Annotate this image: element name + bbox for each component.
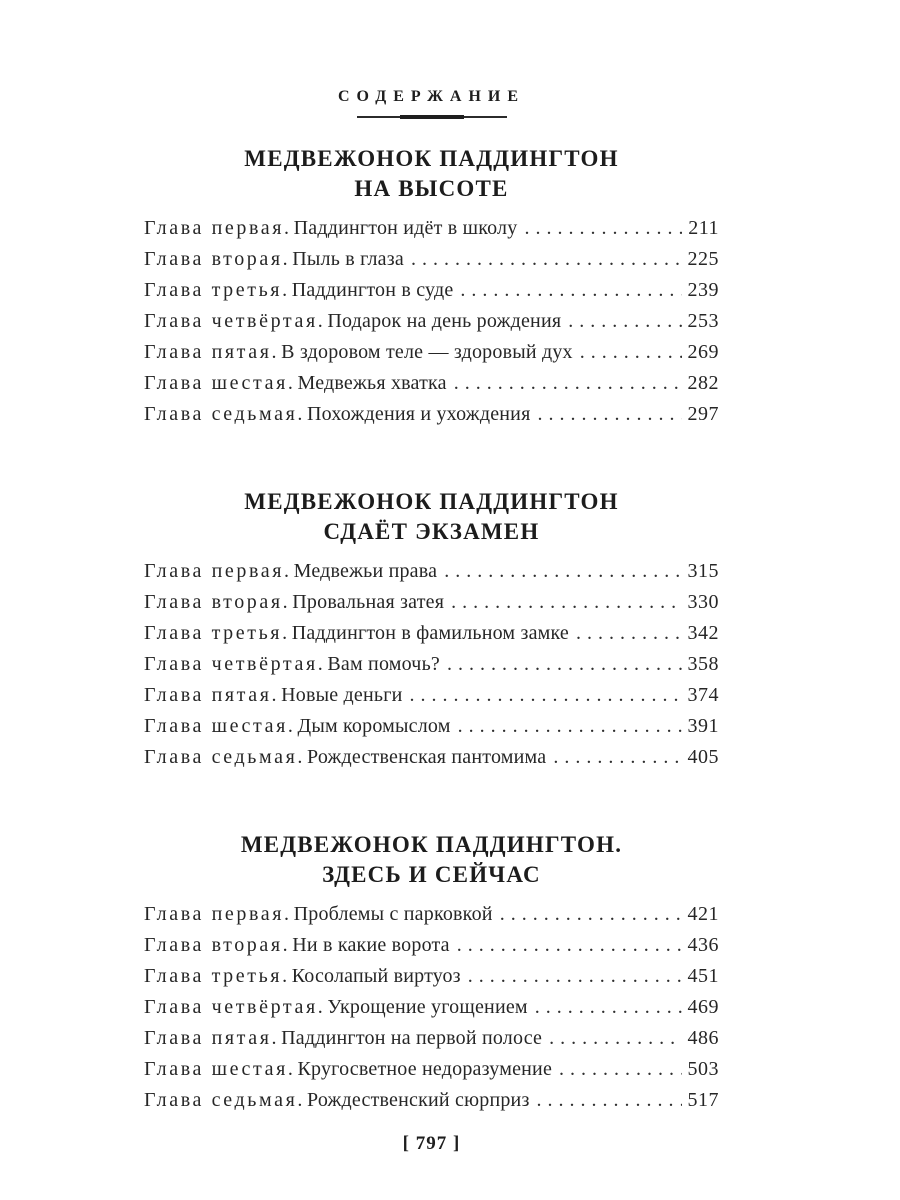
toc-section xyxy=(144,144,719,430)
toc-entry-row xyxy=(144,680,719,711)
toc-entry-row xyxy=(144,961,719,992)
entry-chapter-title: Паддингтон в фамильном замке xyxy=(291,622,570,644)
entry-page-number: 451 xyxy=(687,965,719,987)
dot-leader xyxy=(553,742,681,773)
entry-chapter-label: Глава седьмая. xyxy=(144,1089,305,1111)
entry-chapter-title: Паддингтон в суде xyxy=(291,279,454,301)
toc-entry-row xyxy=(144,1023,719,1054)
dot-leader xyxy=(468,961,682,992)
entry-chapter-label: Глава четвёртая. xyxy=(144,653,326,675)
page-number-folio: [ 797 ] xyxy=(402,1133,461,1154)
entry-chapter-title: Медвежья хватка xyxy=(297,372,447,394)
entry-page-number: 239 xyxy=(687,279,719,301)
dot-leader xyxy=(447,649,682,680)
dot-leader xyxy=(410,680,682,711)
toc-entry-row xyxy=(144,711,719,742)
entry-chapter-title: Паддингтон идёт в школу xyxy=(293,217,518,239)
toc-entry-row xyxy=(144,618,719,649)
toc-section xyxy=(144,487,719,773)
entries-list xyxy=(144,213,719,430)
dot-leader xyxy=(451,587,681,618)
dot-leader xyxy=(537,1085,682,1116)
toc-entry-row xyxy=(144,1054,719,1085)
toc-entry-row xyxy=(144,1085,719,1116)
entry-chapter-title: Рождественская пантомима xyxy=(307,746,547,768)
entry-page-number: 269 xyxy=(687,341,719,363)
section-title xyxy=(144,144,719,204)
entry-page-number: 374 xyxy=(687,684,719,706)
dot-leader xyxy=(460,275,681,306)
entry-chapter-title: Укрощение угощением xyxy=(327,996,528,1018)
dot-leader xyxy=(549,1023,681,1054)
toc-entry-row xyxy=(144,244,719,275)
entry-chapter-label: Глава вторая. xyxy=(144,934,291,956)
dot-leader xyxy=(444,556,681,587)
entry-chapter-title: Дым коромыслом xyxy=(297,715,451,737)
toc-entry-row xyxy=(144,275,719,306)
dot-leader xyxy=(576,618,681,649)
dot-leader xyxy=(457,930,682,961)
toc-entry-row xyxy=(144,306,719,337)
toc-entry-row xyxy=(144,742,719,773)
dot-leader xyxy=(411,244,682,275)
entry-chapter-label: Глава третья. xyxy=(144,965,290,987)
entry-chapter-title: Косолапый виртуоз xyxy=(291,965,461,987)
entry-page-number: 421 xyxy=(687,903,719,925)
entry-chapter-label: Глава пятая. xyxy=(144,341,280,363)
toc-entry-row xyxy=(144,368,719,399)
dot-leader xyxy=(535,992,682,1023)
entry-chapter-title: Проблемы с парковкой xyxy=(293,903,493,925)
entry-page-number: 253 xyxy=(687,310,719,332)
entry-chapter-title: Кругосветное недоразумение xyxy=(297,1058,553,1080)
entry-chapter-label: Глава первая. xyxy=(144,217,292,239)
section-title-line: МЕДВЕЖОНОК ПАДДИНГТОН. xyxy=(240,832,623,857)
entries-list xyxy=(144,556,719,773)
section-title-line: СДАЁТ ЭКЗАМЕН xyxy=(323,519,540,544)
dot-leader xyxy=(559,1054,681,1085)
entry-chapter-title: Пыль в глаза xyxy=(292,248,404,270)
toc-entry-row xyxy=(144,556,719,587)
toc-entry-row xyxy=(144,899,719,930)
entry-page-number: 503 xyxy=(687,1058,719,1080)
entry-chapter-label: Глава третья. xyxy=(144,622,290,644)
entry-page-number: 297 xyxy=(687,403,719,425)
entry-chapter-label: Глава шестая. xyxy=(144,715,296,737)
entry-page-number: 330 xyxy=(687,591,719,613)
section-title-line: МЕДВЕЖОНОК ПАДДИНГТОН xyxy=(244,489,619,514)
entry-chapter-label: Глава пятая. xyxy=(144,1027,280,1049)
dot-leader xyxy=(500,899,682,930)
section-title-line: НА ВЫСОТЕ xyxy=(354,176,509,201)
entry-chapter-label: Глава третья. xyxy=(144,279,290,301)
entry-chapter-title: Ни в какие ворота xyxy=(292,934,450,956)
sections-container xyxy=(144,144,719,1116)
dot-leader xyxy=(458,711,682,742)
entry-chapter-title: Похождения и ухождения xyxy=(307,403,531,425)
entry-chapter-title: Провальная затея xyxy=(292,591,445,613)
toc-entry-row xyxy=(144,930,719,961)
dot-leader xyxy=(580,337,682,368)
toc-entry-row xyxy=(144,399,719,430)
toc-content xyxy=(144,0,719,1155)
entry-chapter-title: Подарок на день рождения xyxy=(327,310,562,332)
entry-page-number: 405 xyxy=(687,746,719,768)
entry-chapter-title: Паддингтон на первой полосе xyxy=(281,1027,543,1049)
entry-chapter-label: Глава шестая. xyxy=(144,1058,296,1080)
toc-entry-row xyxy=(144,587,719,618)
entry-chapter-label: Глава вторая. xyxy=(144,248,291,270)
entry-chapter-label: Глава шестая. xyxy=(144,372,296,394)
entry-page-number: 358 xyxy=(687,653,719,675)
entry-chapter-label: Глава первая. xyxy=(144,903,292,925)
entry-chapter-title: Вам помочь? xyxy=(327,653,440,675)
entry-page-number: 211 xyxy=(688,217,719,239)
dot-leader xyxy=(524,213,682,244)
toc-entry-row xyxy=(144,213,719,244)
entries-list xyxy=(144,899,719,1116)
entry-chapter-label: Глава первая. xyxy=(144,560,292,582)
entry-page-number: 225 xyxy=(687,248,719,270)
entry-chapter-label: Глава пятая. xyxy=(144,684,280,706)
entry-chapter-label: Глава четвёртая. xyxy=(144,996,326,1018)
entry-chapter-title: В здоровом теле — здоровый дух xyxy=(281,341,573,363)
toc-entry-row xyxy=(144,992,719,1023)
entry-page-number: 469 xyxy=(687,996,719,1018)
section-title-line: МЕДВЕЖОНОК ПАДДИНГТОН xyxy=(244,146,619,171)
entry-chapter-label: Глава седьмая. xyxy=(144,403,305,425)
entry-page-number: 315 xyxy=(687,560,719,582)
decorative-rule xyxy=(357,115,507,119)
entry-chapter-label: Глава седьмая. xyxy=(144,746,305,768)
entry-page-number: 282 xyxy=(687,372,719,394)
entry-page-number: 391 xyxy=(687,715,719,737)
entry-page-number: 517 xyxy=(687,1089,719,1111)
entry-chapter-title: Медвежьи права xyxy=(293,560,438,582)
toc-entry-row xyxy=(144,337,719,368)
rule-thick-segment xyxy=(400,115,464,119)
toc-heading: СОДЕРЖАНИЕ xyxy=(337,88,526,105)
section-title-line: ЗДЕСЬ И СЕЙЧАС xyxy=(322,862,541,887)
entry-chapter-label: Глава вторая. xyxy=(144,591,291,613)
toc-section xyxy=(144,830,719,1116)
section-title xyxy=(144,487,719,547)
dot-leader xyxy=(537,399,681,430)
entry-page-number: 436 xyxy=(687,934,719,956)
section-title xyxy=(144,830,719,890)
entry-page-number: 342 xyxy=(687,622,719,644)
entry-chapter-title: Новые деньги xyxy=(281,684,403,706)
entry-page-number: 486 xyxy=(687,1027,719,1049)
toc-entry-row xyxy=(144,649,719,680)
dot-leader xyxy=(454,368,682,399)
dot-leader xyxy=(568,306,681,337)
entry-chapter-title: Рождественский сюрприз xyxy=(307,1089,530,1111)
entry-chapter-label: Глава четвёртая. xyxy=(144,310,326,332)
